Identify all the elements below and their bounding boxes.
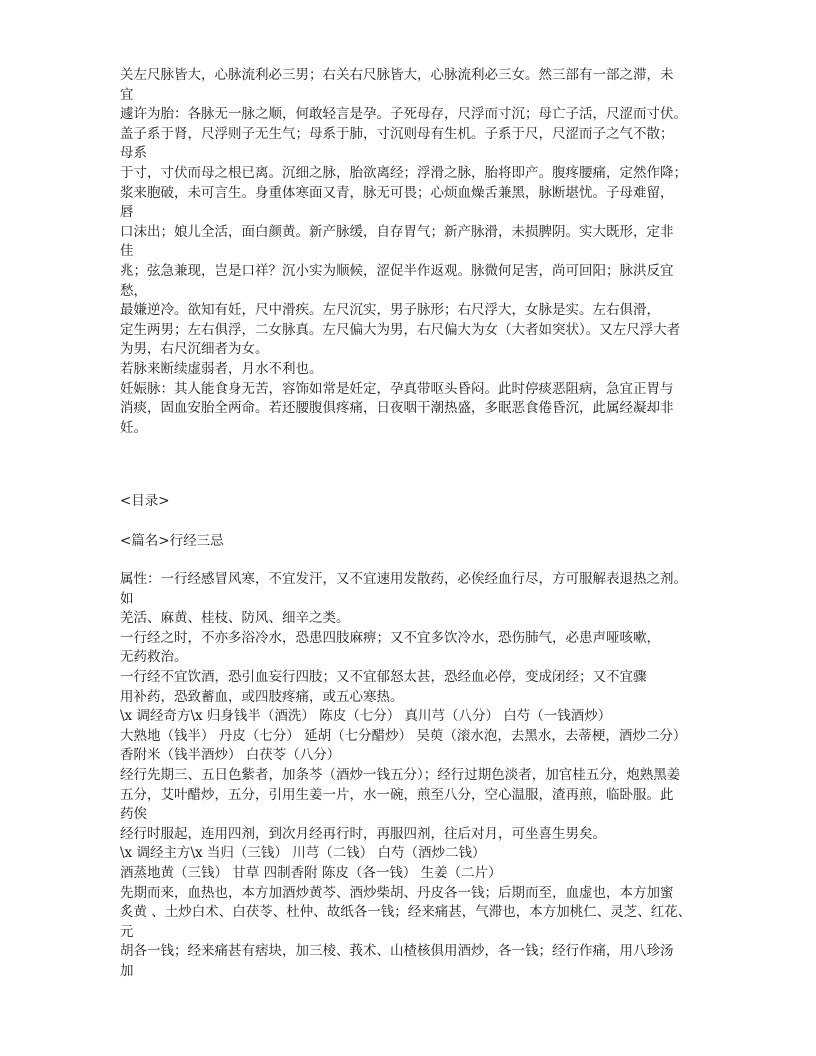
text-line: 遽许为胎：各脉无一脉之顺，何敢轻言是孕。子死母存，尺浮而寸沉；母亡子活，尺涩而寸伏。 bbox=[120, 106, 687, 123]
text-line: 经行时服起，连用四剂，到次月经再行时，再服四剂，往后对月，可坐喜生男矣。 bbox=[120, 825, 606, 842]
text-line: 如 bbox=[120, 590, 134, 607]
text-line: 唇 bbox=[120, 204, 134, 221]
text-line: 元 bbox=[120, 923, 134, 940]
text-line: 加 bbox=[120, 962, 134, 979]
text-line: \x 调经主方\x 当归（三钱） 川芎（二钱） 白芍（酒炒二钱） bbox=[120, 845, 486, 862]
text-line: 香附米（钱半酒炒） 白茯苓（八分） bbox=[120, 747, 341, 764]
text-line: 关左尺脉皆大，心脉流利必三男；右关右尺脉皆大，心脉流利必三女。然三部有一部之滞，未 bbox=[120, 67, 674, 83]
text-line: 消痰，固血安胎全两命。若还腰腹俱疼痛，日夜咽干潮热盛，多眠恶食倦昏沉，此属经凝却非 bbox=[120, 400, 674, 417]
text-line: 母系 bbox=[120, 145, 147, 162]
text-line: 无药救治。 bbox=[120, 649, 188, 666]
text-line: \x 调经奇方\x 归身钱半（酒洗） 陈皮（七分） 真川芎（八分） 白芍（一钱酒炒） bbox=[120, 708, 612, 725]
text-line: 五分，艾叶醋炒，五分，引用生姜一片，水一碗，煎至八分，空心温服，渣再煎，临卧服。此 bbox=[120, 786, 674, 803]
text-line: 定生两男；左右俱浮，二女脉真。左尺偏大为男，右尺偏大为女（大者如突状）。又左尺浮大者 bbox=[120, 321, 681, 338]
text-line: 炙黄 、土炒白术、白茯苓、杜仲、故纸各一钱；经来痛甚，气滞也，本方加桃仁、灵芝、红花、 bbox=[120, 904, 692, 921]
text-line: 一行经不宜饮酒，恐引血妄行四肢；又不宜郁怒太甚，恐经血必停，变成闭经；又不宜骤 bbox=[120, 668, 647, 685]
text-section-pulse bbox=[120, 66, 698, 438]
text-line: 于寸，寸伏而母之根已离。沉细之脉，胎欲离经；浮滑之脉，胎将即产。腹疼腰痛，定然作降； bbox=[120, 164, 687, 181]
text-line: 胡各一钱；经来痛甚有痞块，加三棱、莪术、山楂核俱用酒炒，各一钱；经行作痛，用八珍汤 bbox=[120, 943, 674, 960]
chapter-title: <篇名>行经三忌 bbox=[120, 533, 224, 549]
text-line: 妊。 bbox=[120, 419, 147, 436]
text-line: 宜 bbox=[120, 86, 134, 103]
text-line: 经行先期三、五日色紫者，加条芩（酒炒一钱五分）；经行过期色淡者，加官桂五分，炮熟黑姜 bbox=[120, 766, 681, 783]
text-line: 兆；弦急兼现，岂是口祥？沉小实为顺候，涩促半作返观。脉微何足害，尚可回阳；脉洪反宜 bbox=[120, 262, 674, 279]
text-section-menstruation bbox=[120, 570, 698, 981]
toc-heading bbox=[120, 492, 698, 512]
text-line: 为男，右尺沉细者为女。 bbox=[120, 341, 269, 358]
text-line: 盖子系于肾，尺浮则子无生气；母系于肺，寸沉则母有生机。子系于尺，尺涩而子之气不散； bbox=[120, 125, 674, 142]
text-line: 妊娠脉：其人能食身无苦，容饰如常是妊定，孕真带呕头昏闷。此时停痰恶阻病，急宜正胃与 bbox=[120, 380, 674, 397]
chapter-heading bbox=[120, 532, 698, 552]
text-line: 属性：一行经感冒风寒，不宜发汗，又不宜速用发散药，必俟经血行尽，方可服解表退热之剂。 bbox=[120, 571, 687, 587]
text-line: 药俟 bbox=[120, 806, 147, 823]
text-line: 最嫌逆冷。欲知有妊，尺中滑疾。左尺沉实，男子脉形；右尺浮大，女脉是实。左右俱滑， bbox=[120, 302, 660, 319]
text-line: 羌活、麻黄、桂枝、防风、细辛之类。 bbox=[120, 610, 350, 627]
text-line: 大熟地（钱半） 丹皮（七分） 延胡（七分醋炒） 吴萸（滚水泡，去黑水，去蒂梗，酒炒二分） bbox=[120, 727, 687, 744]
text-line: 用补药，恐致蓄血，或四肢疼痛，或五心寒热。 bbox=[120, 688, 404, 705]
text-line: 浆来胞破，未可言生。身重体寒面又青，脉无可畏；心烦血燥舌兼黑，脉断堪忧。子母难留， bbox=[120, 184, 674, 201]
text-line: 愁， bbox=[120, 282, 147, 299]
text-line: 口沫出；娘儿全活，面白颜黄。新产脉缓，自存胃气；新产脉滑，未损脾阴。实大既形，定非 bbox=[120, 223, 674, 240]
toc-label: <目录> bbox=[120, 493, 170, 509]
text-line: 若脉来断续虚弱者，月水不利也。 bbox=[120, 360, 323, 377]
text-line: 酒蒸地黄（三钱） 甘草 四制香附 陈皮（各一钱） 生姜（二片） bbox=[120, 864, 502, 881]
text-line: 佳 bbox=[120, 243, 134, 260]
text-line: 先期而来，血热也，本方加酒炒黄芩、酒炒柴胡、丹皮各一钱；后期而至，血虚也，本方加蜜 bbox=[120, 884, 674, 901]
text-line: 一行经之时，不亦多浴冷水，恐患四肢麻痹；又不宜多饮冷水，恐伤肺气，必患声哑咳嗽， bbox=[120, 629, 660, 646]
